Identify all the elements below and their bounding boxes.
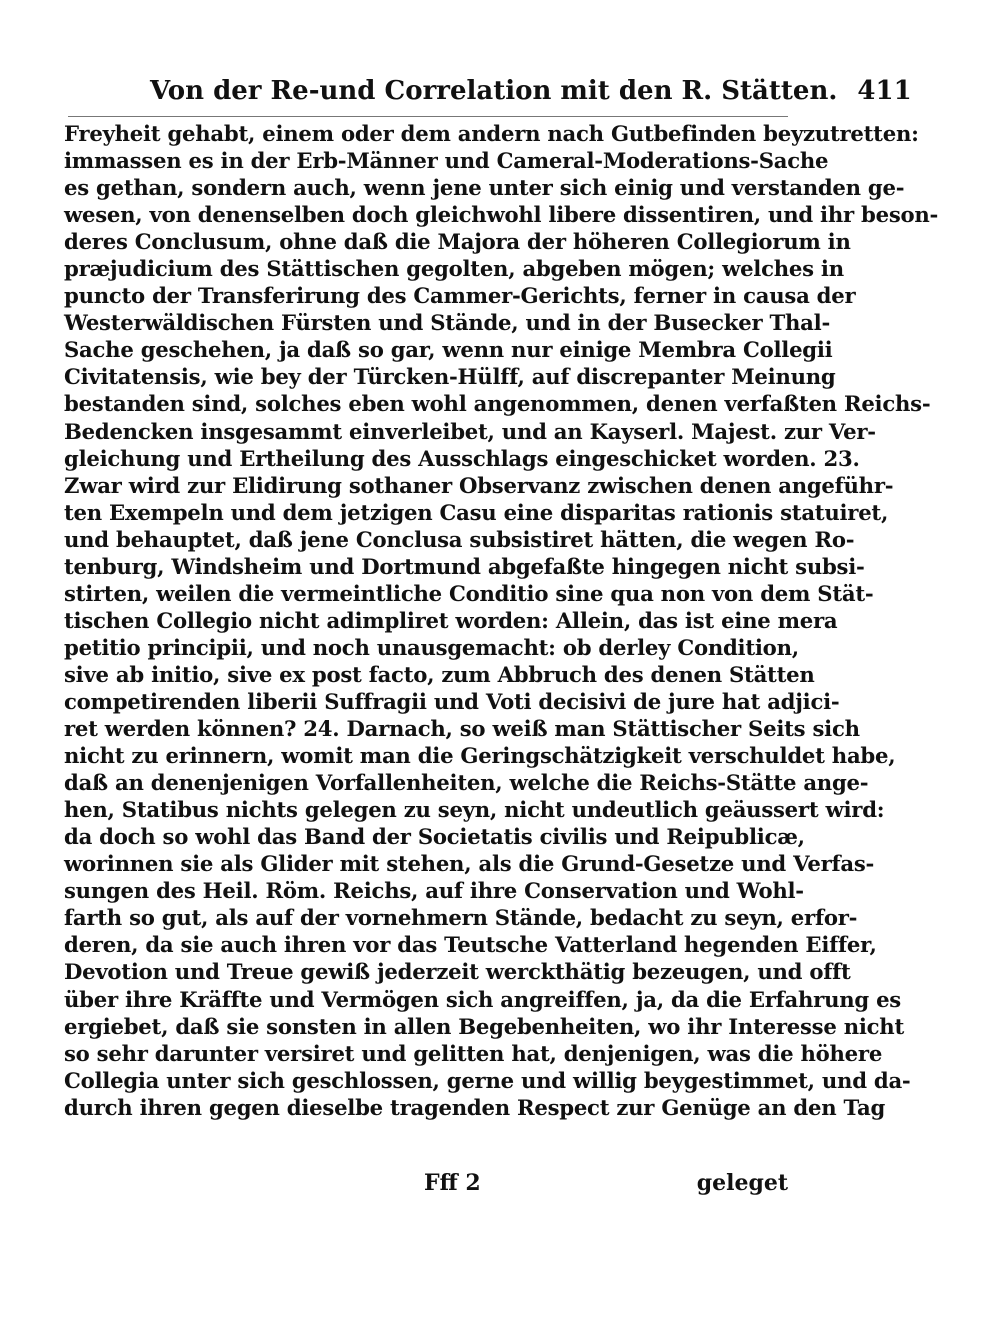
text-line: ten Exempeln und dem jetzigen Casu eine disparitas rationis statuiret, — [64, 499, 889, 525]
text-line: durch ihren gegen dieselbe tragenden Respect zur Genüge an den Tag — [64, 1094, 886, 1120]
text-line: Westerwäldischen Fürsten und Stände, und in der Busecker Thal- — [64, 310, 830, 336]
text-line: sungen des Heil. Röm. Reichs, auf ihre Conservation und Wohl- — [64, 878, 804, 904]
text-line: gleichung und Ertheilung des Ausschlags eingeschicket worden. 23. — [64, 445, 860, 471]
text-line: immassen es in der Erb-Männer und Cameral-Moderations-Sache — [64, 148, 829, 174]
text-line: Zwar wird zur Elidirung sothaner Observanz zwischen denen angeführ- — [64, 472, 894, 498]
text-line: daß an denenjenigen Vorfallenheiten, welche die Reichs-Stätte ange- — [64, 770, 869, 796]
text-line: hen, Statibus nichts gelegen zu seyn, nicht undeutlich geäussert wird: — [64, 797, 885, 823]
text-line: Collegia unter sich geschlossen, gerne und willig beygestimmet, und da- — [64, 1067, 911, 1093]
text-line: stirten, weilen die vermeintliche Conditio sine qua non von dem Stät- — [64, 580, 874, 606]
text-line: puncto der Transferirung des Cammer-Gerichts, ferner in causa der — [64, 283, 856, 309]
text-line: da doch so wohl das Band der Societatis civilis und Reipublicæ, — [64, 824, 805, 850]
text-line: deres Conclusum, ohne daß die Majora der höheren Collegiorum in — [64, 229, 851, 255]
text-line: ergiebet, daß sie sonsten in allen Begebenheiten, wo ihr Interesse nicht — [64, 1013, 904, 1039]
text-line: ret werden können? 24. Darnach, so weiß man Stättischer Seits sich — [64, 716, 860, 742]
text-line: Devotion und Treue gewiß jederzeit werckthätig bezeugen, und offt — [64, 959, 851, 985]
text-line: Sache geschehen, ja daß so gar, wenn nur einige Membra Collegii — [64, 337, 833, 363]
text-line: præjudicium des Stättischen gegolten, abgeben mögen; welches in — [64, 256, 844, 282]
text-line: Bedencken insgesammt einverleibet, und an Kayserl. Majest. zur Ver- — [64, 418, 876, 444]
text-line: sive ab initio, sive ex post facto, zum Abbruch des denen Stätten — [64, 661, 815, 687]
text-line: über ihre Kräffte und Vermögen sich angreiffen, ja, da die Erfahrung es — [64, 986, 901, 1012]
text-line: tischen Collegio nicht adimpliret worden: Allein, das ist eine mera — [64, 607, 838, 633]
text-line: und behauptet, daß jene Conclusa subsistiret hätten, die wegen Ro- — [64, 526, 855, 552]
text-line: bestanden sind, solches eben wohl angenommen, denen verfaßten Reichs- — [64, 391, 931, 417]
header-rule — [68, 116, 788, 117]
running-head — [150, 62, 912, 106]
page-footer — [64, 1168, 788, 1200]
running-head-title: Von der Re-und Correlation mit den R. Stätten. — [150, 76, 838, 106]
signature-mark: Fff 2 — [424, 1170, 481, 1196]
text-line: petitio principii, und noch unausgemacht: ob derley Condition, — [64, 634, 799, 660]
text-line: deren, da sie auch ihren vor das Teutsche Vatterland hegenden Eiffer, — [64, 932, 877, 958]
text-line: competirenden liberii Suffragii und Voti decisivi de jure hat adjici- — [64, 688, 840, 714]
text-line: farth so gut, als auf der vornehmern Stände, bedacht zu seyn, erfor- — [64, 905, 858, 931]
page-number: 411 — [857, 76, 912, 106]
catchword: geleget — [696, 1170, 788, 1196]
body-text — [64, 120, 939, 1121]
text-line: wesen, von denenselben doch gleichwohl libere dissentiren, und ihr beson- — [64, 202, 939, 228]
text-line: nicht zu erinnern, womit man die Geringschätzigkeit verschuldet habe, — [64, 743, 896, 769]
text-line: Freyheit gehabt, einem oder dem andern nach Gutbefinden beyzutretten: — [64, 121, 919, 146]
text-line: es gethan, sondern auch, wenn jene unter sich einig und verstanden ge- — [64, 175, 905, 201]
text-line: worinnen sie als Glider mit stehen, als die Grund-Gesetze und Verfas- — [64, 851, 875, 877]
text-line: so sehr darunter versiret und gelitten hat, denjenigen, was die höhere — [64, 1040, 883, 1066]
text-line: tenburg, Windsheim und Dortmund abgefaßte hingegen nicht subsi- — [64, 553, 865, 579]
text-line: Civitatensis, wie bey der Türcken-Hülff, auf discrepanter Meinung — [64, 364, 836, 390]
